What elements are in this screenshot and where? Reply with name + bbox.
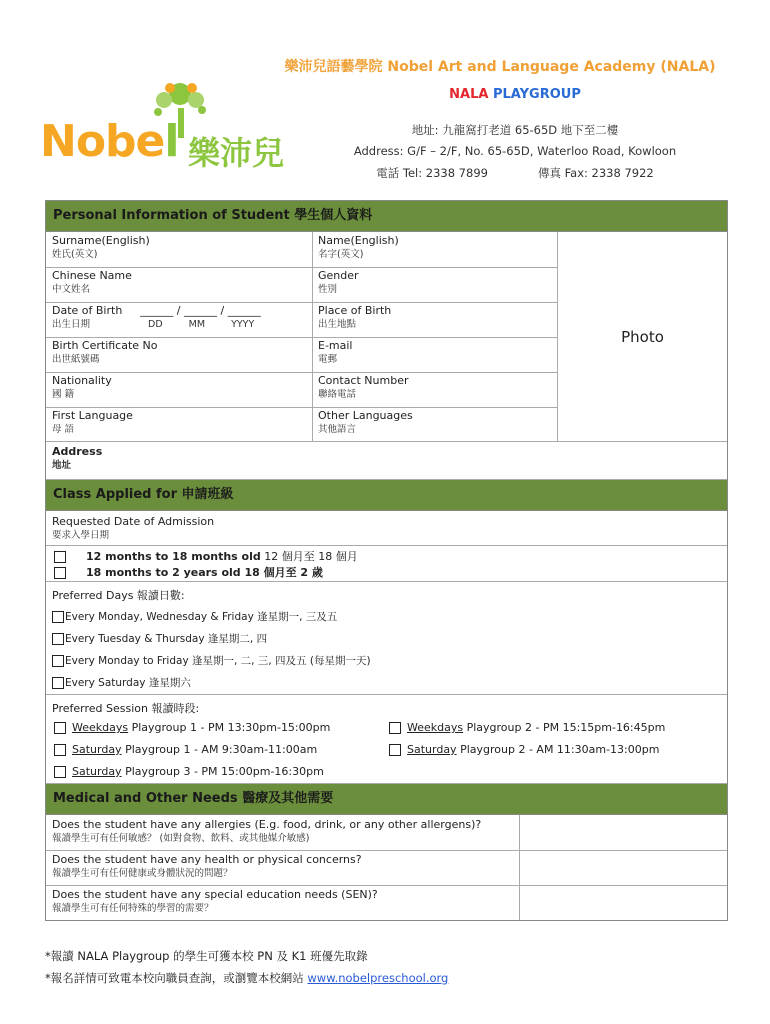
day-option-tth[interactable]: Every Tuesday & Thursday 逢星期二, 四	[52, 631, 267, 646]
section-medical-heading: Medical and Other Needs 醫療及其他需要	[46, 784, 727, 815]
session-saturday-pg1[interactable]: Saturday Playgroup 1 - AM 9:30am-11:00am	[54, 743, 317, 756]
page-header	[0, 0, 770, 200]
gender-field[interactable]: Gender 性別	[318, 269, 359, 295]
address-field[interactable]: Address 地址	[46, 442, 727, 480]
session-weekday-pg1[interactable]: Weekdays Playgroup 1 - PM 13:30pm-15:00pm	[54, 721, 330, 734]
checkbox[interactable]	[54, 551, 66, 563]
application-form	[45, 200, 728, 921]
day-option-saturday[interactable]: Every Saturday 逢星期六	[52, 675, 191, 690]
fax: 傳真 Fax: 2338 7922	[537, 166, 654, 180]
allergy-answer-field[interactable]	[520, 815, 727, 850]
priority-note: *報讀 NALA Playgroup 的學生可獲本校 PN 及 K1 班優先取錄	[45, 949, 368, 963]
program-title: NALA PLAYGROUP	[449, 87, 581, 102]
preferred-session-label: Preferred Session 報讀時段:	[52, 702, 200, 715]
chinese-name-field[interactable]: Chinese Name 中文姓名	[52, 269, 132, 295]
telephone: 電話 Tel: 2338 7899	[376, 166, 488, 180]
age-option-1[interactable]: 12 months to 18 months old 12 個月至 18 個月	[54, 549, 358, 564]
school-title: 樂沛兒語藝學院 Nobel Art and Language Academy (NALA)	[284, 59, 716, 75]
photo-box[interactable]: Photo	[621, 328, 664, 346]
email-field[interactable]: E-mail 電郵	[318, 339, 353, 365]
checkbox[interactable]	[389, 722, 401, 734]
section-class-heading: Class Applied for 申請班級	[46, 480, 727, 511]
surname-field[interactable]: Surname(English) 姓氏(英文)	[52, 234, 150, 260]
logo-chinese-name: 樂沛兒	[188, 134, 285, 172]
website-link[interactable]: www.nobelpreschool.org	[307, 971, 449, 985]
personal-grid	[46, 232, 727, 442]
section-personal-heading: Personal Information of Student 學生個人資料	[46, 201, 727, 232]
checkbox[interactable]	[54, 744, 66, 756]
session-saturday-pg2[interactable]: Saturday Playgroup 2 - AM 11:30am-13:00pm	[389, 743, 659, 756]
date-of-birth-field[interactable]: Date of Birth ______ / ______ / ______ 出生日期 DD MM YYYY	[52, 304, 261, 330]
preferred-days-label: Preferred Days 報讀日數:	[52, 589, 185, 602]
name-field[interactable]: Name(English) 名字(英文)	[318, 234, 399, 260]
checkbox[interactable]	[52, 611, 64, 623]
allergy-question: Does the student have any allergies (E.g. food, drink, or any other allergens)? 報讀學生可有任何敏感？ (如對食物、飲料、或其他媒介敏感)	[52, 818, 482, 844]
checkbox[interactable]	[54, 567, 66, 579]
session-weekday-pg2[interactable]: Weekdays Playgroup 2 - PM 15:15pm-16:45pm	[389, 721, 665, 734]
medical-grid	[46, 815, 727, 920]
contact-line	[330, 165, 700, 181]
enquiry-note: *報名詳情可致電本校向職員查詢，或瀏覽本校網站 www.nobelpreschool.org	[45, 971, 449, 985]
logo-wordmark: Nobel	[40, 116, 179, 167]
age-group-options	[46, 546, 727, 582]
address-english: Address: G/F – 2/F, No. 65-65D, Waterloo Road, Kowloon	[353, 144, 677, 158]
admission-date-field[interactable]: Requested Date of Admission 要求入學日期	[46, 511, 727, 546]
health-question: Does the student have any health or physical concerns? 報讀學生可有任何健康或身體狀況的問題？	[52, 853, 362, 879]
checkbox[interactable]	[52, 655, 64, 667]
preferred-session-group	[46, 695, 727, 784]
checkbox[interactable]	[52, 633, 64, 645]
age-option-2[interactable]: 18 months to 2 years old 18 個月至 2 歲	[54, 565, 323, 580]
checkbox[interactable]	[54, 722, 66, 734]
nationality-field[interactable]: Nationality 國 籍	[52, 374, 112, 400]
session-saturday-pg3[interactable]: Saturday Playgroup 3 - PM 15:00pm-16:30pm	[54, 765, 324, 778]
other-languages-field[interactable]: Other Languages 其他語言	[318, 409, 413, 435]
day-option-weekdays[interactable]: Every Monday to Friday 逢星期一, 二, 三, 四及五 (每星期一天)	[52, 653, 371, 668]
sen-question: Does the student have any special education needs (SEN)? 報讀學生可有任何特殊的學習的需要？	[52, 888, 378, 914]
sen-answer-field[interactable]	[520, 885, 727, 920]
preferred-days-group	[46, 582, 727, 695]
place-of-birth-field[interactable]: Place of Birth 出生地點	[318, 304, 392, 330]
checkbox[interactable]	[54, 766, 66, 778]
nobel-logo	[40, 80, 310, 170]
health-answer-field[interactable]	[520, 850, 727, 885]
address-chinese: 地址: 九龍窩打老道 65-65D 地下至二樓	[411, 123, 619, 137]
checkbox[interactable]	[389, 744, 401, 756]
checkbox[interactable]	[52, 677, 64, 689]
birth-certificate-field[interactable]: Birth Certificate No 出世紙號碼	[52, 339, 158, 365]
day-option-mwf[interactable]: Every Monday, Wednesday & Friday 逢星期一, 三及五	[52, 609, 337, 624]
first-language-field[interactable]: First Language 母 語	[52, 409, 133, 435]
contact-number-field[interactable]: Contact Number 聯絡電話	[318, 374, 409, 400]
